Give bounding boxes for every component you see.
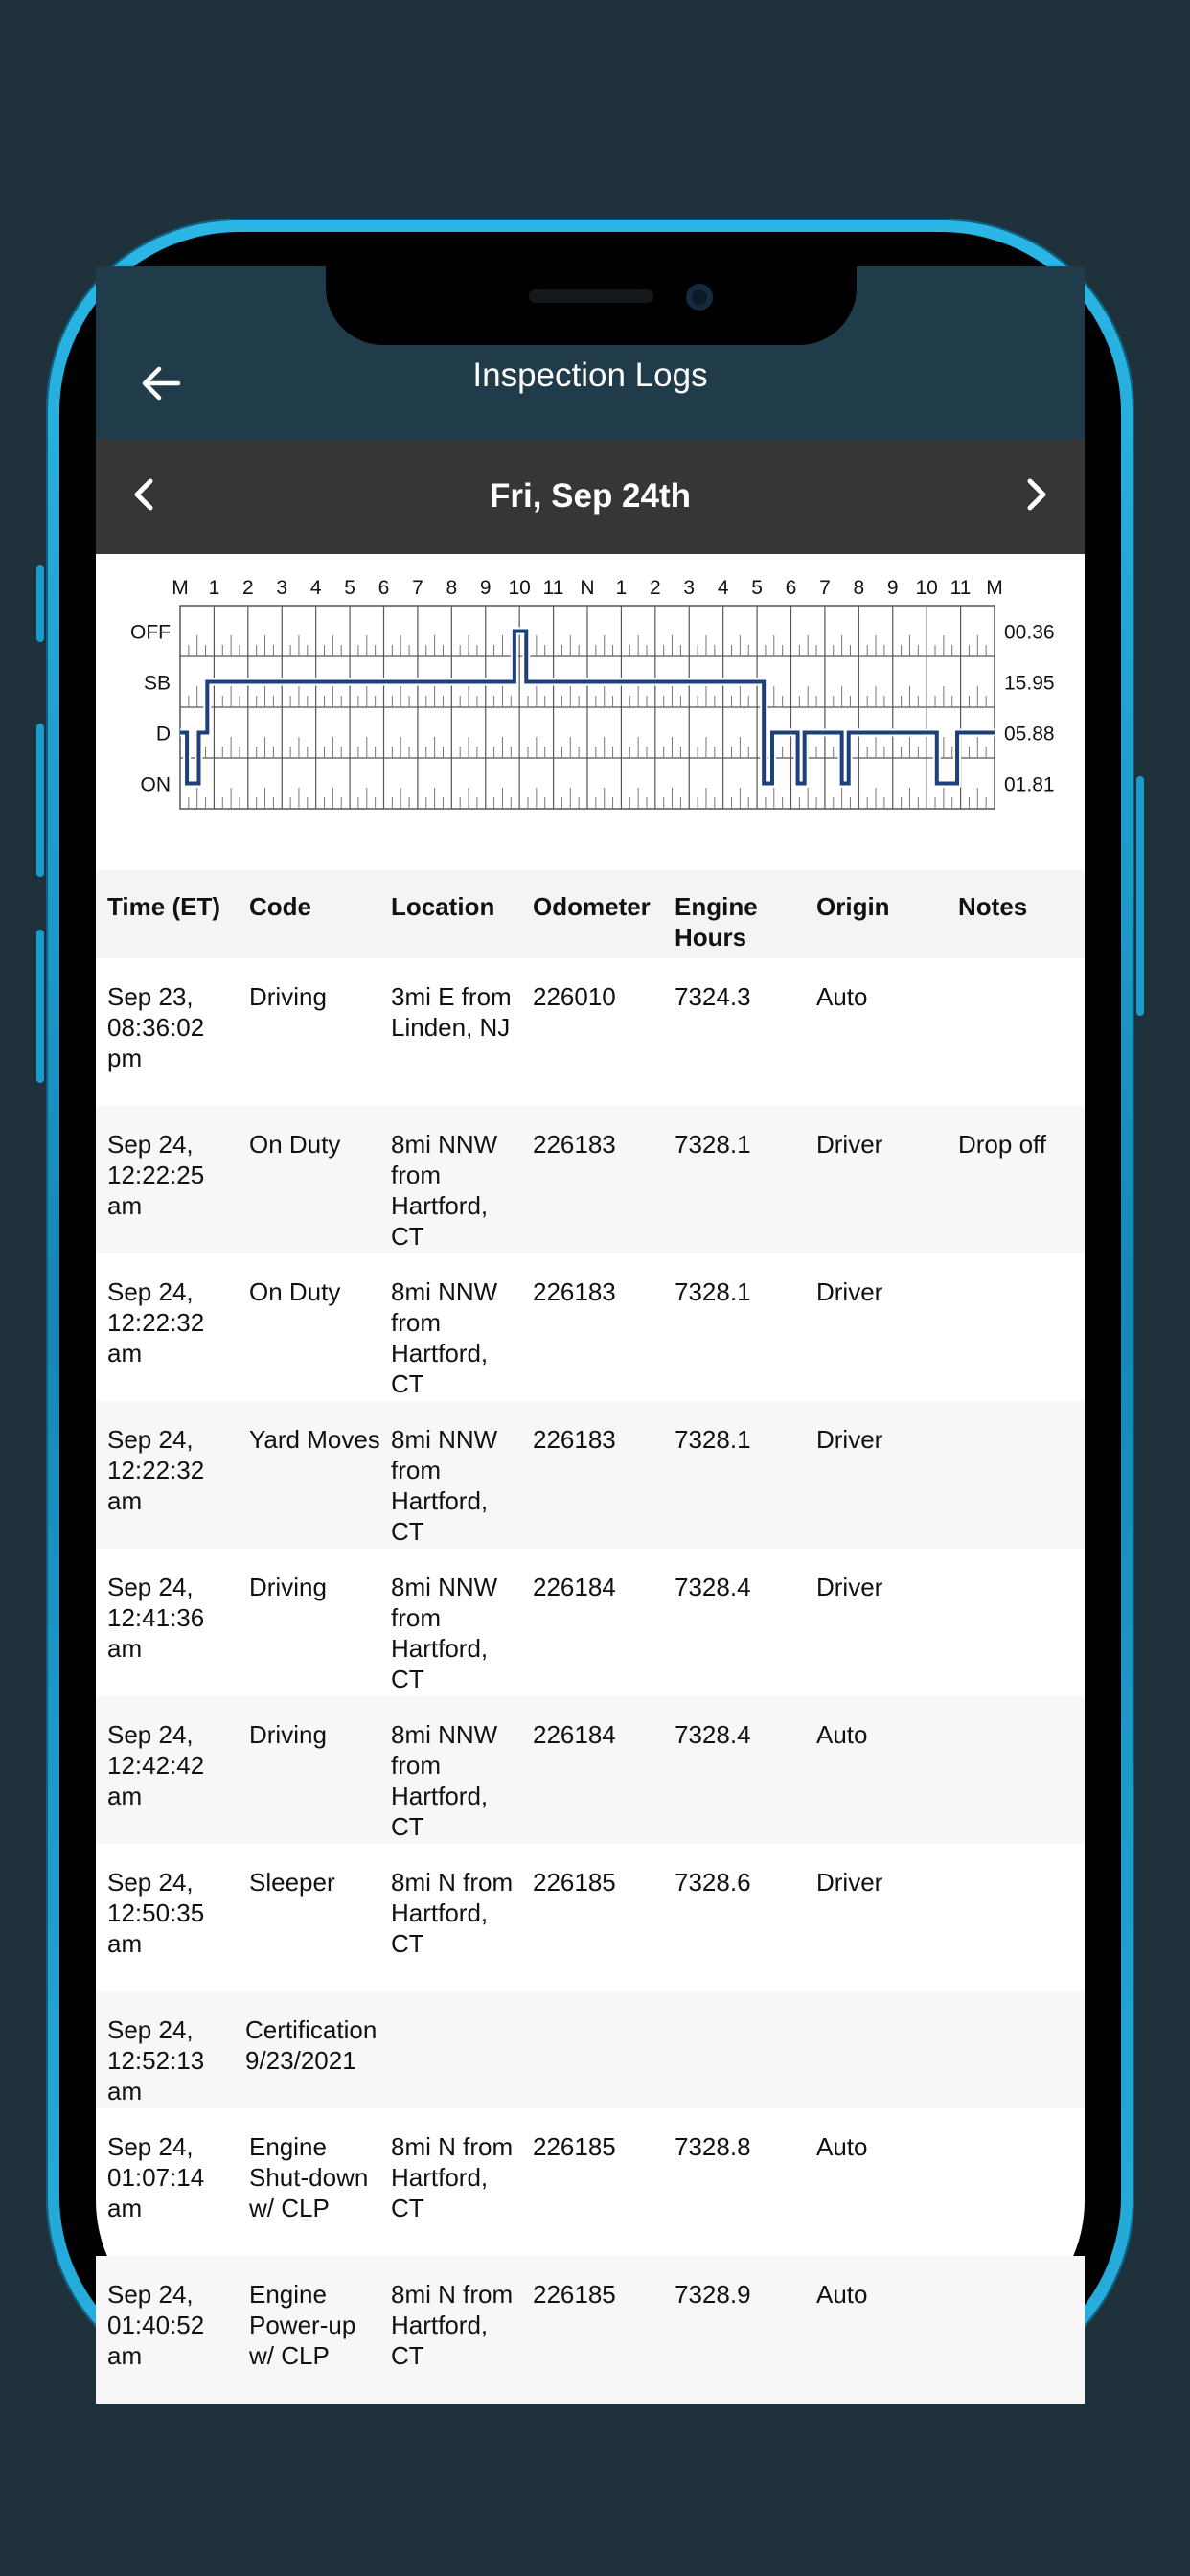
cell-engine-hours: 7328.9 [675, 2280, 751, 2309]
phone-camera [686, 284, 713, 310]
cell-code: Engine Power-up w/ CLP [249, 2280, 356, 2370]
hour-label: 1 [615, 577, 628, 599]
cell-code: Yard Moves [249, 1425, 380, 1454]
cell-time: Sep 24, 01:07:14 am [107, 2132, 205, 2222]
cell-time: Sep 24, 12:41:36 am [107, 1573, 205, 1663]
phone-notch [326, 266, 857, 345]
cell-odometer: 226185 [533, 2132, 616, 2161]
status-total: 05.88 [1004, 723, 1055, 746]
hour-label: 7 [412, 577, 423, 599]
cell-odometer: 226183 [533, 1277, 616, 1306]
hour-label: 10 [915, 577, 938, 599]
status-total: 00.36 [1004, 621, 1055, 644]
column-header-location: Location [391, 892, 495, 921]
hour-label: 6 [378, 577, 390, 599]
cell-time: Sep 24, 12:22:32 am [107, 1425, 205, 1515]
hour-label: 6 [785, 577, 797, 599]
table-row [96, 1844, 1085, 1991]
cell-time: Sep 24, 12:42:42 am [107, 1720, 205, 1810]
hour-label: 8 [446, 577, 458, 599]
phone-side-button [1136, 776, 1144, 1016]
log-table [96, 958, 1085, 2404]
cell-origin: Auto [816, 2280, 868, 2309]
cell-time: Sep 24, 12:52:13 am [107, 2015, 205, 2105]
duty-status-graph [96, 554, 1085, 870]
phone-speaker [529, 289, 653, 303]
table-row [96, 1401, 1085, 1549]
table-row [96, 1549, 1085, 1696]
cell-location: 8mi NNW from Hartford, CT [391, 1277, 498, 1398]
table-row [96, 1696, 1085, 1844]
hour-label: 5 [344, 577, 355, 599]
cell-location: 8mi N from Hartford, CT [391, 2132, 514, 2222]
phone-side-button [36, 565, 44, 642]
column-header-odometer: Odometer [533, 892, 651, 921]
duty-graph-svg [96, 554, 1085, 870]
cell-odometer: 226010 [533, 982, 616, 1011]
table-header [96, 870, 1085, 958]
cell-time: Sep 24, 12:50:35 am [107, 1868, 205, 1958]
cell-engine-hours: 7328.6 [675, 1868, 751, 1897]
status-label: SB [143, 672, 171, 695]
cell-origin: Auto [816, 1720, 868, 1749]
page-title: Inspection Logs [472, 356, 708, 394]
table-row [96, 2108, 1085, 2256]
hour-label: 4 [717, 577, 729, 599]
cell-engine-hours: 7328.1 [675, 1425, 751, 1454]
hour-label: 1 [208, 577, 220, 599]
hour-label: 4 [309, 577, 322, 599]
status-total: 01.81 [1004, 773, 1055, 796]
cell-odometer: 226183 [533, 1130, 616, 1159]
hour-label: 3 [276, 577, 288, 599]
hour-label: 9 [479, 577, 492, 599]
status-label: OFF [130, 621, 171, 644]
cell-code: On Duty [249, 1277, 341, 1306]
hour-label: 5 [751, 577, 763, 599]
cell-origin: Driver [816, 1868, 883, 1897]
status-label: ON [140, 773, 171, 796]
cell-engine-hours: 7328.4 [675, 1720, 751, 1749]
cell-origin: Driver [816, 1573, 883, 1601]
cell-location: 8mi N from Hartford, CT [391, 1868, 514, 1958]
cell-odometer: 226184 [533, 1720, 616, 1749]
hour-label: 3 [683, 577, 696, 599]
cell-location: 8mi N from Hartford, CT [391, 2280, 514, 2370]
cell-code: Sleeper [249, 1868, 335, 1897]
status-total: 15.95 [1004, 672, 1055, 695]
hour-label: 11 [542, 577, 564, 599]
cell-odometer: 226183 [533, 1425, 616, 1454]
cell-engine-hours: 7328.1 [675, 1277, 751, 1306]
cell-engine-hours: 7324.3 [675, 982, 751, 1011]
hour-label: M [986, 577, 1003, 599]
hour-label: 7 [819, 577, 831, 599]
hour-label: N [580, 577, 595, 599]
table-row [96, 2256, 1085, 2404]
cell-time: Sep 24, 12:22:32 am [107, 1277, 205, 1368]
app-screen [96, 266, 1085, 2370]
cell-engine-hours: 7328.1 [675, 1130, 751, 1159]
cell-odometer: 226185 [533, 1868, 616, 1897]
cell-location: 8mi NNW from Hartford, CT [391, 1425, 498, 1546]
column-header-origin: Origin [816, 892, 890, 921]
phone-side-button [36, 724, 44, 877]
cell-location: 8mi NNW from Hartford, CT [391, 1720, 498, 1841]
hour-label: 2 [649, 577, 661, 599]
cell-notes: Drop off [958, 1130, 1047, 1159]
column-header-notes: Notes [958, 892, 1028, 921]
cell-engine-hours: 7328.8 [675, 2132, 751, 2161]
hour-label: 11 [950, 577, 972, 599]
cell-location: 8mi NNW from Hartford, CT [391, 1573, 498, 1693]
cell-origin: Driver [816, 1425, 883, 1454]
column-header-time: Time (ET) [107, 892, 220, 921]
column-header-code: Code [249, 892, 311, 921]
cell-odometer: 226184 [533, 1573, 616, 1601]
table-row [96, 1106, 1085, 1254]
hour-label: 10 [508, 577, 531, 599]
table-row [96, 958, 1085, 1106]
column-header-engine-hours: Engine Hours [675, 892, 758, 952]
cell-location: 3mi E from Linden, NJ [391, 982, 512, 1042]
hour-label: 9 [886, 577, 899, 599]
chevron-right-icon[interactable] [1014, 472, 1060, 518]
status-label: D [155, 723, 171, 746]
date-navigator [96, 439, 1085, 554]
cell-code: Driving [249, 982, 327, 1011]
cell-time: Sep 23, 08:36:02 pm [107, 982, 205, 1072]
cell-engine-hours: 7328.4 [675, 1573, 751, 1601]
table-row [96, 1254, 1085, 1401]
cell-time: Sep 24, 01:40:52 am [107, 2280, 205, 2370]
table-row [96, 1991, 1085, 2108]
cell-code: Certification 9/23/2021 [245, 2015, 378, 2075]
cell-code: Engine Shut-down w/ CLP [249, 2132, 369, 2222]
cell-origin: Driver [816, 1130, 883, 1159]
cell-origin: Auto [816, 2132, 868, 2161]
cell-code: Driving [249, 1573, 327, 1601]
cell-origin: Driver [816, 1277, 883, 1306]
cell-odometer: 226185 [533, 2280, 616, 2309]
cell-code: Driving [249, 1720, 327, 1749]
cell-time: Sep 24, 12:22:25 am [107, 1130, 205, 1220]
hour-label: 2 [241, 577, 254, 599]
hour-label: 8 [853, 577, 865, 599]
phone-side-button [36, 930, 44, 1083]
current-date: Fri, Sep 24th [489, 477, 692, 515]
cell-location: 8mi NNW from Hartford, CT [391, 1130, 498, 1251]
cell-code: On Duty [249, 1130, 341, 1159]
cell-origin: Auto [816, 982, 868, 1011]
hour-label: M [172, 577, 189, 599]
